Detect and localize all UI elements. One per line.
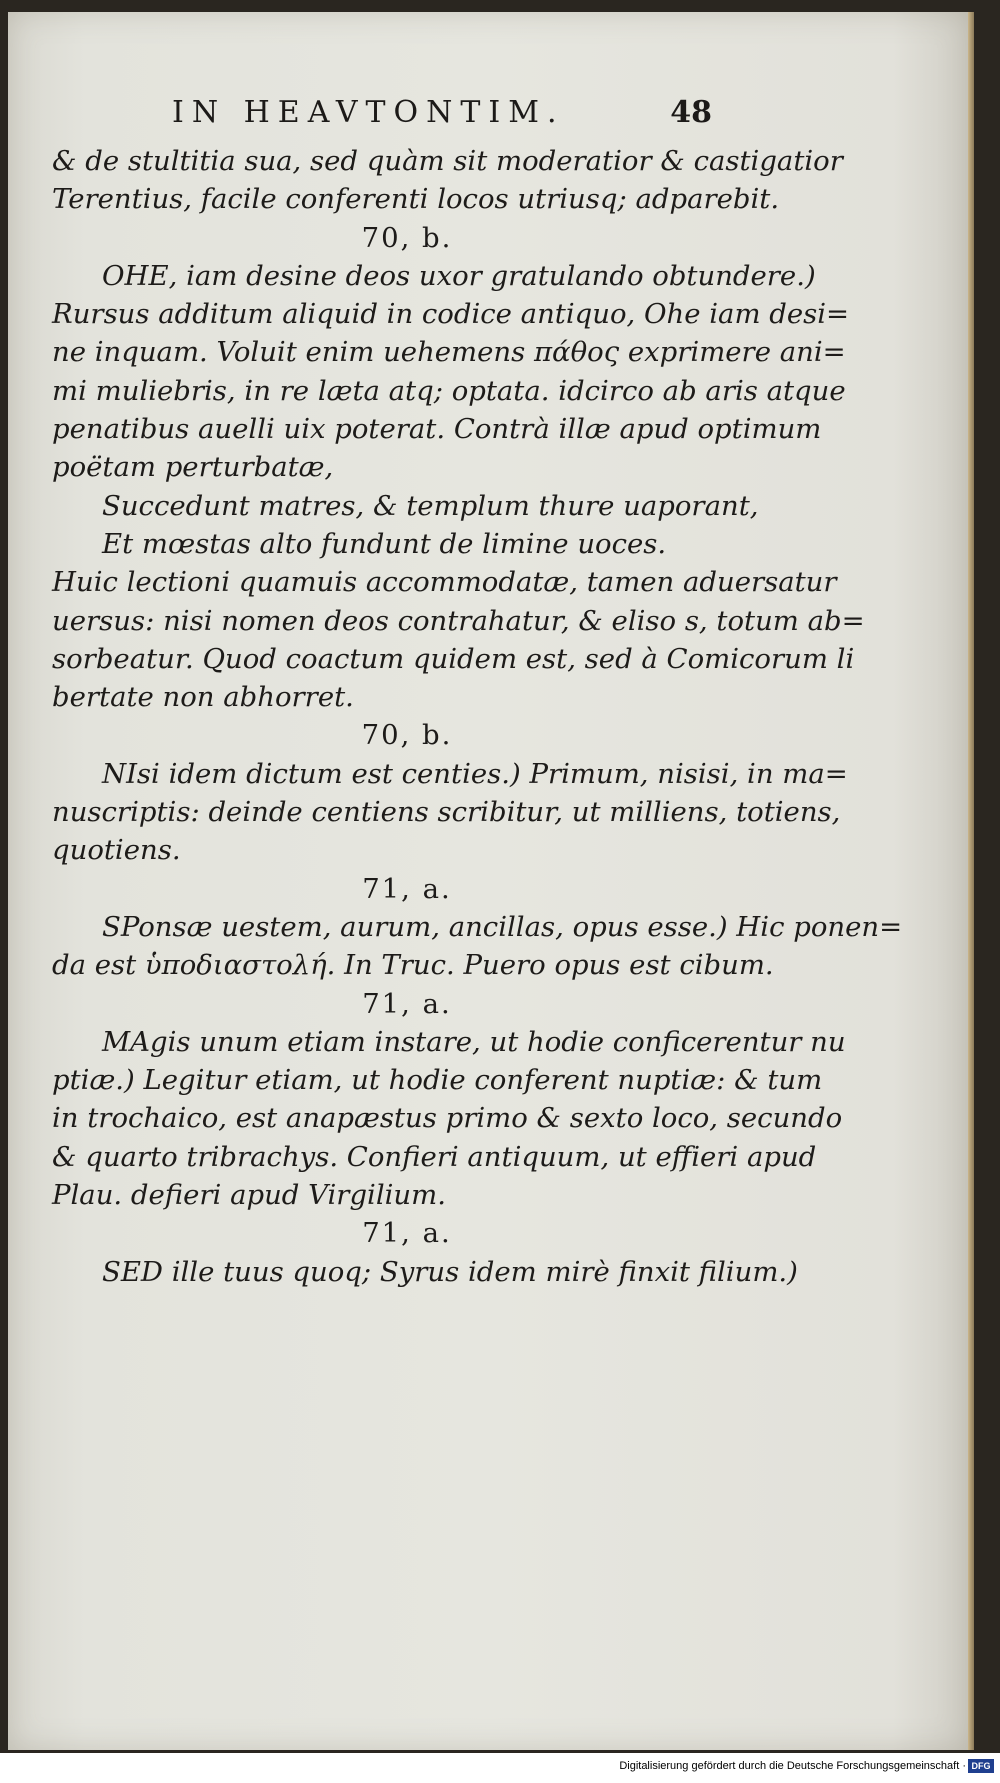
text-line: quotiens. (52, 834, 181, 867)
dfg-logo: DFG (968, 1759, 994, 1773)
text-line: Terentius, facile conferenti locos utriusq; adparebit. (52, 183, 780, 216)
text-line: MAgis unum etiam instare, ut hodie conficerentur nu (102, 1025, 846, 1058)
text-line: da est ὑποδιαστολή. In Truc. Puero opus est cibum. (52, 949, 774, 982)
section-reference: 70, b. (361, 221, 453, 254)
text-line: poëtam perturbatæ, (52, 451, 334, 484)
section-reference: 71, a. (362, 1217, 452, 1250)
text-line: Rursus additum aliquid in codice antiquo, Ohe iam desi= (52, 298, 850, 331)
text-line: bertate non abhorret. (52, 681, 354, 714)
text-line: uersus: nisi nomen deos contrahatur, & eliso s, totum ab= (52, 604, 865, 637)
text-line: & quarto tribrachys. Confieri antiquum, ut effieri apud (52, 1140, 817, 1173)
section-reference: 70, b. (361, 719, 453, 752)
text-line: SPonsæ uestem, aurum, ancillas, opus esse.) Hic ponen= (102, 910, 903, 943)
footer-credit: Digitalisierung gefördert durch die Deutsche Forschungsgemeinschaft · (619, 1760, 966, 1772)
text-line: & de stultitia sua, sed quàm sit moderatior & castigatior (52, 145, 843, 177)
text-line: nuscriptis: deinde centiens scribitur, ut milliens, totiens, (52, 796, 841, 829)
text-line: penatibus auelli uix poterat. Contrà illæ apud optimum (52, 413, 822, 446)
folio-number: 48 (670, 95, 712, 130)
section-reference: 71, a. (362, 987, 452, 1020)
running-header (172, 95, 712, 130)
section-reference: 71, a. (362, 872, 452, 905)
text-line: Et mœstas alto fundunt de limine uoces. (102, 527, 667, 560)
text-line: Huic lectioni quamuis accommodatæ, tamen aduersatur (52, 566, 837, 599)
running-title: IN HEAVTONTIM. (172, 95, 565, 130)
text-line: Plau. defieri apud Virgilium. (52, 1179, 446, 1212)
page-edge (968, 12, 974, 1750)
text-line: SED ille tuus quoq; Syrus idem mirè finxit filium.) (102, 1255, 798, 1288)
body-text (52, 142, 903, 1291)
text-line: ne inquam. Voluit enim uehemens πάθος exprimere ani= (52, 336, 846, 369)
text-line: NIsi idem dictum est centies.) Primum, nisisi, in ma= (102, 757, 848, 790)
text-line: OHE, iam desine deos uxor gratulando obtundere.) (102, 259, 816, 292)
text-line: sorbeatur. Quod coactum quidem est, sed à Comicorum li (52, 642, 855, 675)
footer-bar (0, 1753, 1000, 1783)
text-line: mi muliebris, in re læta atq; optata. idcirco ab aris atque (52, 374, 846, 407)
text-line: ptiæ.) Legitur etiam, ut hodie conferent nuptiæ: & tum (52, 1064, 823, 1097)
text-line: Succedunt matres, & templum thure uaporant, (102, 489, 759, 522)
text-line: in trochaico, est anapæstus primo & sexto loco, secundo (52, 1102, 843, 1135)
